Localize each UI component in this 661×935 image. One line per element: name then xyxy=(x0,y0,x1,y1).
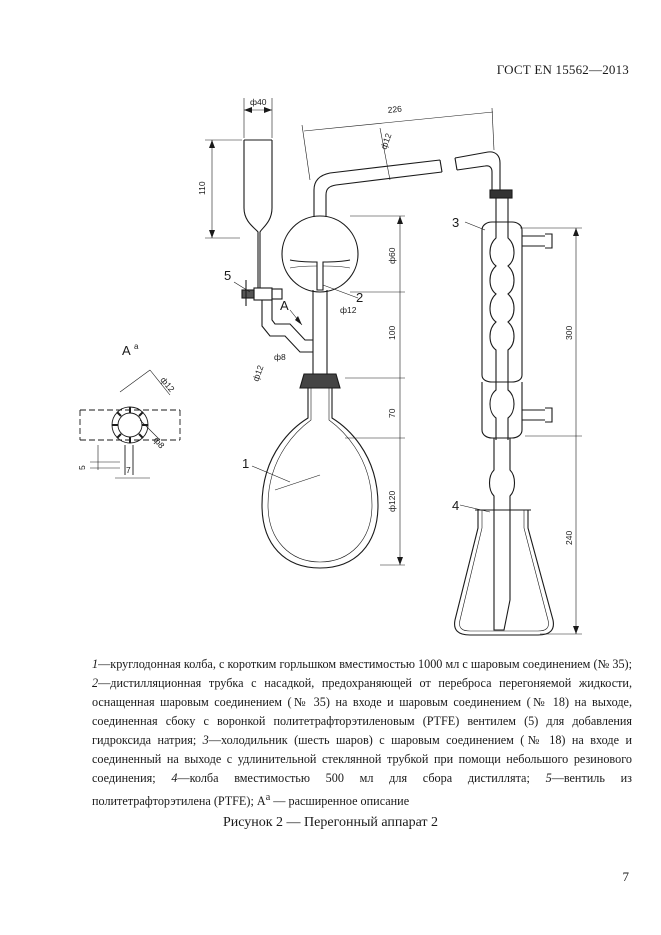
detail-dim-5: 5 xyxy=(77,465,87,470)
legend-superscript-a: а xyxy=(265,792,271,803)
dim-d60: ф60 xyxy=(387,247,397,264)
dim-h70: 70 xyxy=(387,408,397,418)
dim-h110: 110 xyxy=(197,181,207,195)
detail-dim-d8: ф8 xyxy=(151,434,167,451)
dim-d12-side: ф12 xyxy=(250,363,266,383)
round-flask-1 xyxy=(262,388,378,568)
legend-item-1: —круглодонная колба, с коротким горльшком вместимостью 1000 мл с шаровым соединением (№ 35); xyxy=(98,657,632,671)
dim-d12-top: ф12 xyxy=(378,131,394,151)
legend-item-4: —колба вместимостью 500 мл для сбора дистиллята; xyxy=(177,771,546,785)
ptfe-valve-5 xyxy=(254,288,272,300)
dim-d120: ф120 xyxy=(387,490,397,512)
condenser-3 xyxy=(482,222,522,382)
legend-item-2: —дистилляционная трубка с насадкой, предохраняющей от переброса перегоняемой жидкости, оснащенная шаровым соединением (№ 35) на входе и шаровым соединением (№ 18) на выходе, соединенная сбоку с воронкой политетрафторэтиленовым (PTFE) вентилем (5) для добавления гидроксида натрия; xyxy=(92,676,632,747)
legend-num-5: 5 xyxy=(545,771,552,785)
label-3: 3 xyxy=(452,215,460,230)
legend-num-2: 2 xyxy=(92,676,99,690)
legend-num-3: 3 xyxy=(202,733,209,747)
dim-d8: ф8 xyxy=(274,352,286,362)
document-header: ГОСТ EN 15562—2013 xyxy=(496,62,629,77)
page-number: 7 xyxy=(622,869,629,884)
dim-h100: 100 xyxy=(387,325,397,340)
label-4: 4 xyxy=(452,498,460,513)
detail-a-superscript: а xyxy=(134,342,139,351)
detail-a-label: А xyxy=(122,343,131,358)
dim-w226: 226 xyxy=(387,103,403,115)
detail-dim-7: 7 xyxy=(126,465,131,475)
dropping-funnel xyxy=(244,140,272,288)
dim-d40: ф40 xyxy=(250,97,267,107)
dim-h300: 300 xyxy=(564,325,574,340)
label-5: 5 xyxy=(224,268,232,283)
label-1: 1 xyxy=(242,456,250,471)
figure-title: Рисунок 2 — Перегонный аппарат 2 xyxy=(222,815,439,830)
figure-legend xyxy=(92,655,632,811)
arrow-a-label: А xyxy=(280,298,289,313)
legend-num-1: 1 xyxy=(92,657,99,671)
legend-item-5: —вентиль из политетрафторэтилена (PTFE); А xyxy=(92,771,632,809)
conical-flask-4 xyxy=(455,510,554,635)
legend-num-4: 4 xyxy=(171,771,178,785)
label-2: 2 xyxy=(356,290,364,305)
dim-h240: 240 xyxy=(564,530,574,545)
legend-item-3: —холодильник (шесть шаров) с шаровым соединением (№ 18) на входе и соединенный на выходе с удлинительной стеклянной трубкой при помощи небольшого резинового соединения; xyxy=(92,733,632,785)
detail-dim-d12: ф12 xyxy=(158,374,177,394)
legend-item-a: — расширенное описание xyxy=(270,794,410,809)
dim-d12-tube: ф12 xyxy=(340,305,357,315)
